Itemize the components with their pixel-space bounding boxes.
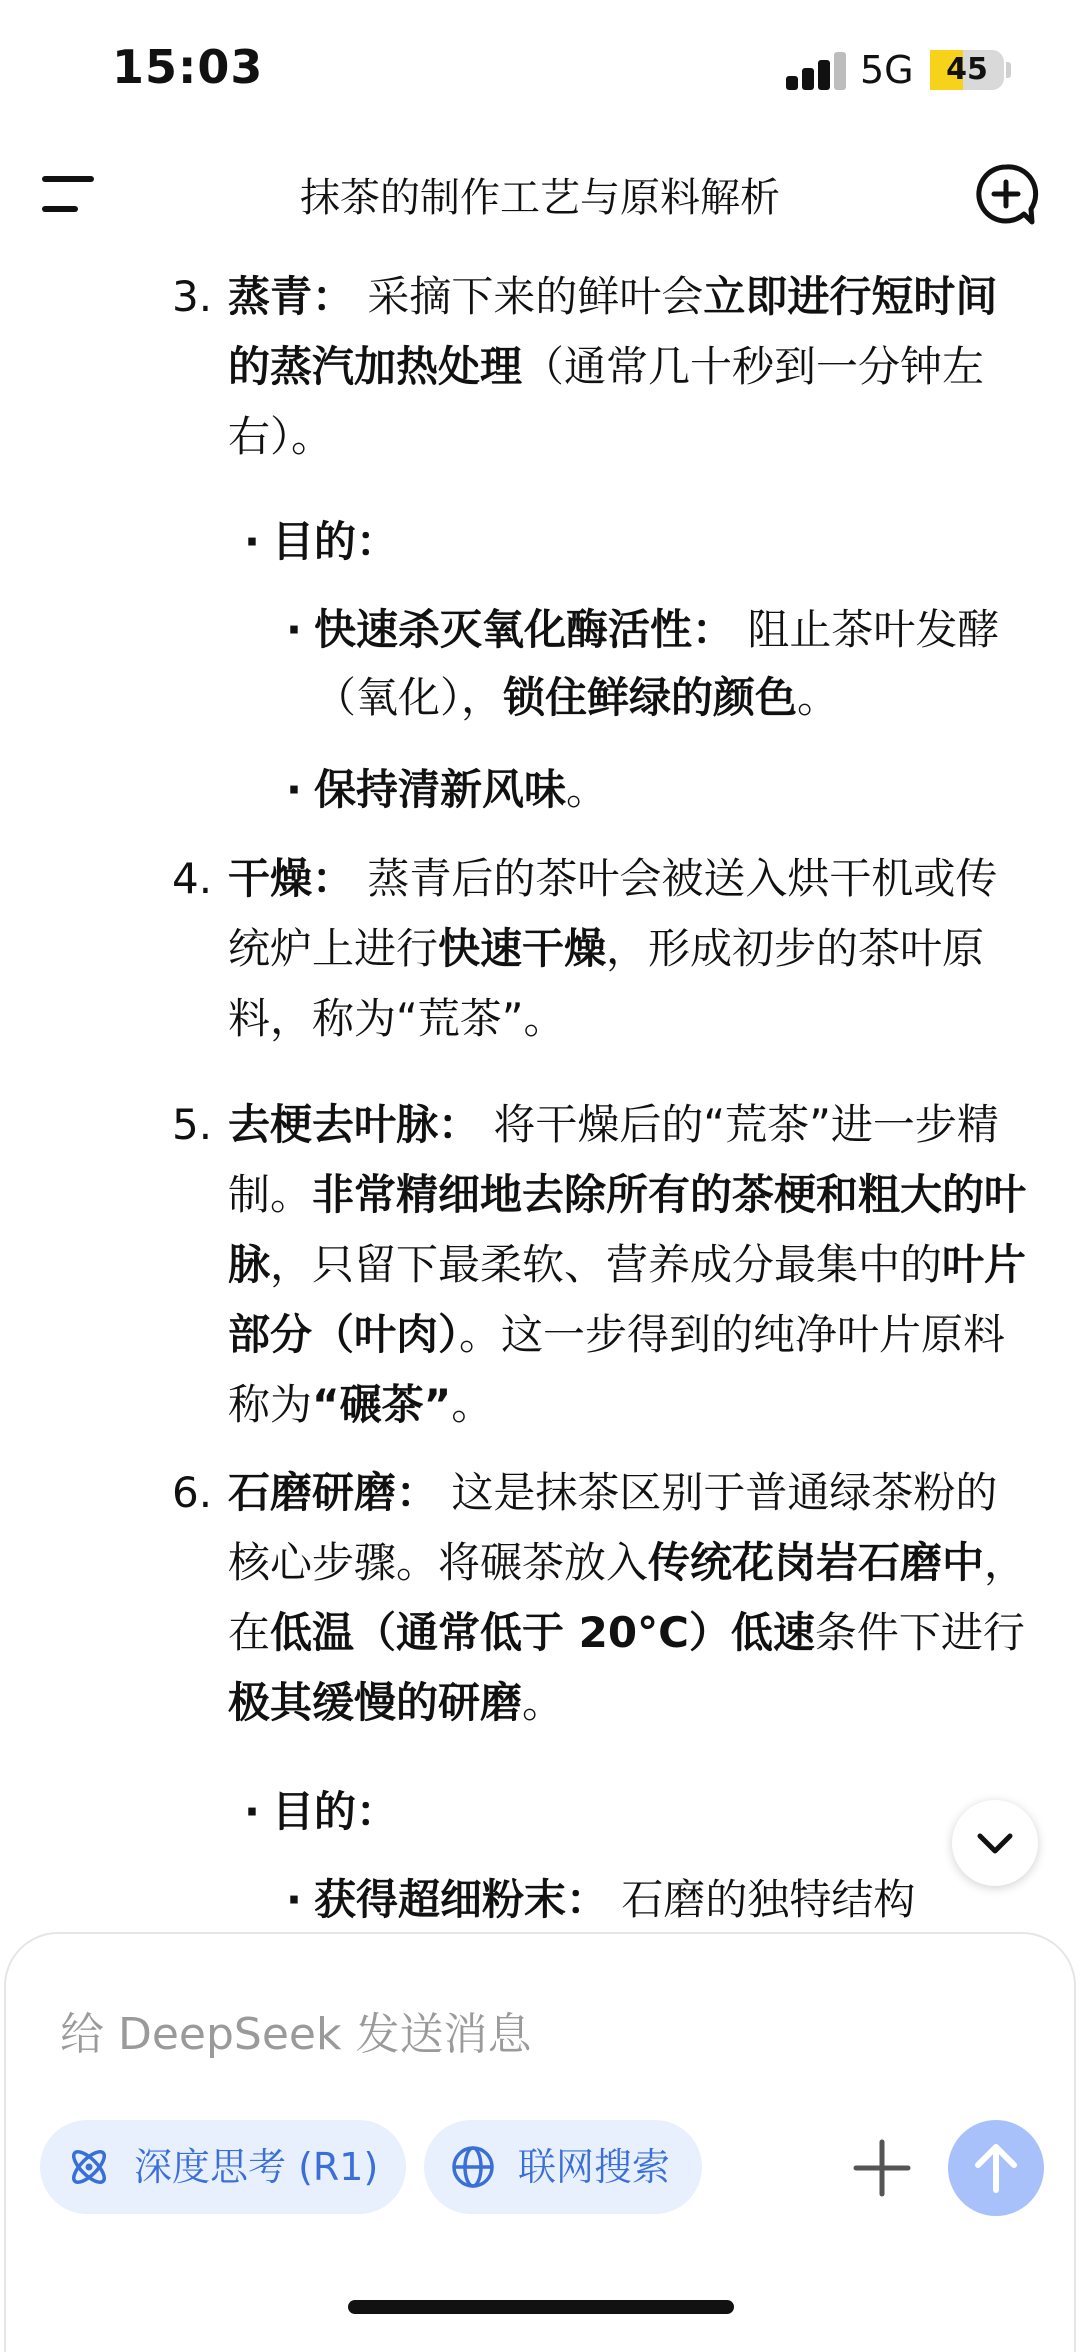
list-number: 4. [172, 854, 213, 903]
bullet-label: 目的： [272, 1787, 399, 1836]
emphasis: 获得超细粉末： [314, 1875, 609, 1924]
step-title: 蒸青： [228, 272, 355, 321]
battery-icon [930, 50, 1004, 90]
emphasis: 传统花岗岩石磨中 [648, 1538, 985, 1587]
list-number: 5. [172, 1100, 213, 1149]
new-chat-icon[interactable] [974, 162, 1038, 226]
emphasis: 快速干燥 [438, 924, 607, 973]
step-text: 这是抹茶区别于普通绿茶粉的核心步骤。将碾茶放入 [228, 1468, 998, 1587]
emphasis: 立即进行短时间的蒸汽加热处理 [228, 272, 998, 391]
list-number: 3. [172, 272, 213, 321]
atom-icon [66, 2144, 112, 2190]
bullet-label: 目的： [272, 517, 399, 566]
app-header [0, 140, 1080, 250]
bullet-text: 。 [566, 765, 609, 814]
battery-tip [1006, 62, 1011, 78]
step-text: ，只留下最柔软、营养成分最集中的 [270, 1240, 943, 1289]
bullet-item-sub: · 获得超细粉末： 石磨的独特结构 [314, 1866, 1038, 2002]
send-button[interactable] [948, 2120, 1044, 2216]
status-bar [0, 0, 1080, 140]
bullet-item-purpose: · 目的： [244, 517, 399, 566]
emphasis: 极其缓慢的研磨 [228, 1678, 523, 1727]
message-content [0, 262, 1080, 1942]
bullet-item-sub: · 快速杀灭氧化酶活性： 阻止茶叶发酵（氧化），锁住鲜绿的颜色。 [286, 605, 1000, 722]
bullet-text: 阻止茶叶发酵（氧化）， [314, 605, 1000, 722]
network-type: 5G [860, 48, 914, 92]
status-time: 15:03 [112, 40, 264, 94]
step-text: 采摘下来的鲜叶会 [354, 272, 704, 321]
web-search-button[interactable] [424, 2120, 702, 2214]
globe-icon [450, 2144, 496, 2190]
emphasis: 快速杀灭氧化酶活性： [314, 605, 735, 654]
input-panel [4, 1932, 1076, 2352]
step-text: 。这一步得到的纯净叶片原料称为 [228, 1310, 1006, 1429]
list-item-3 [172, 262, 1038, 472]
step-text: ，在 [228, 1538, 1027, 1657]
deep-think-label: 深度思考 (R1) [134, 2145, 379, 2189]
bullet-item-purpose: · 目的： [244, 1787, 399, 1836]
step-text: 。 [522, 1678, 565, 1727]
deep-think-button[interactable] [40, 2120, 406, 2214]
emphasis: “碾茶” [312, 1380, 452, 1429]
emphasis: 低温（通常低于 20°C）低速 [270, 1608, 815, 1657]
emphasis: 叶片部分（叶肉） [228, 1240, 1027, 1359]
plus-icon[interactable] [848, 2134, 916, 2202]
bullet-text: 石磨的独特结构 [608, 1875, 916, 1924]
step-text: （通常几十秒到一分钟左右）。 [228, 342, 985, 461]
step-text: 。 [451, 1380, 494, 1429]
emphasis: 保持清新风味 [314, 765, 567, 814]
step-text: 蒸青后的茶叶会被送入烘干机或传统炉上进行 [228, 854, 998, 973]
step-title: 去梗去叶脉： [228, 1100, 481, 1149]
list-item-5 [172, 1090, 1038, 1440]
signal-icon [786, 52, 848, 90]
step-title: 石磨研磨： [228, 1468, 439, 1517]
message-input[interactable] [60, 1994, 860, 2074]
list-item-4 [172, 844, 1038, 1054]
bullet-item-sub: · 保持清新风味。 [286, 765, 609, 814]
step-text: ，形成初步的茶叶原料，称为“荒茶”。 [228, 924, 985, 1043]
home-indicator [348, 2300, 734, 2314]
emphasis: 锁住鲜绿的颜色 [503, 673, 798, 722]
page-title: 抹茶的制作工艺与原料解析 [300, 175, 780, 221]
step-text: 条件下进行 [814, 1608, 1025, 1657]
step-text: 将干燥后的“荒茶”进一步精制。 [228, 1100, 999, 1219]
chevron-down-icon[interactable] [952, 1800, 1038, 1886]
battery-level: 45 [946, 52, 988, 87]
step-title: 干燥： [228, 854, 355, 903]
web-search-label: 联网搜索 [518, 2145, 671, 2189]
list-number: 6. [172, 1468, 213, 1517]
arrow-up-icon [948, 2120, 1044, 2216]
menu-icon[interactable] [42, 172, 98, 216]
emphasis: 非常精细地去除所有的茶梗和粗大的叶脉 [228, 1170, 1027, 1289]
list-item-6 [172, 1458, 1038, 1738]
bullet-text: 。 [797, 673, 840, 722]
